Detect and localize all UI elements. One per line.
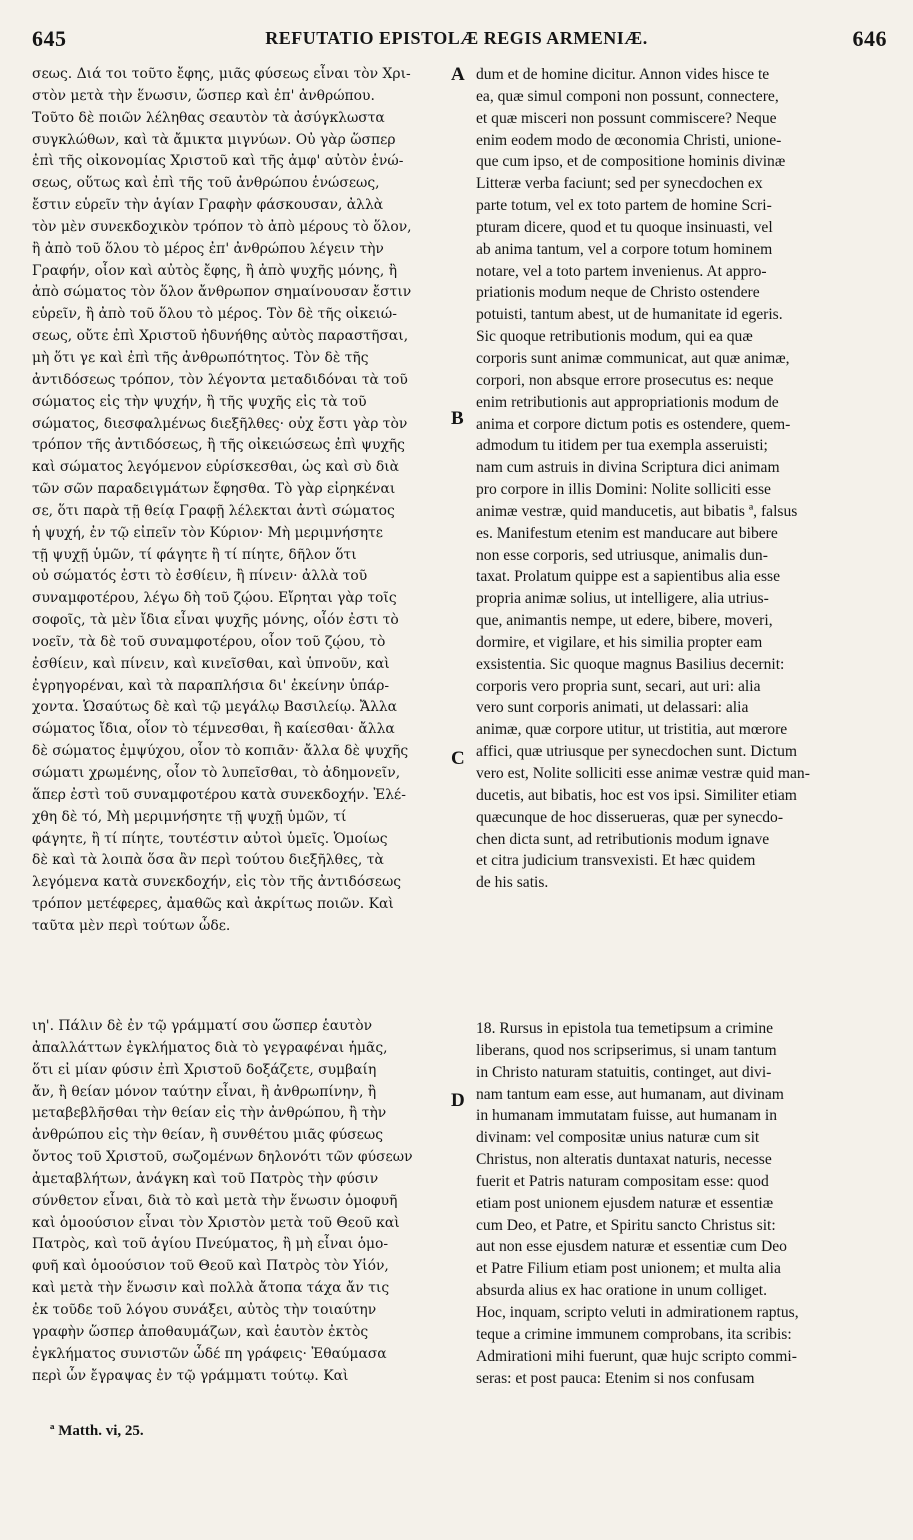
text-line: καὶ μετὰ τὴν ἕνωσιν καὶ πολλὰ ἄτοπα τάχα ἄν τις <box>32 1280 390 1297</box>
text-line: que, animantis nempe, ut edere, bibere, moveri, <box>476 612 773 630</box>
text-line: τῶν σῶν παραδειγμάτων ἔφησθα. Τὸ γὰρ εἰρηκέναι <box>32 481 396 498</box>
text-line: non esse corporis, sed utriusque, animalis dun- <box>476 546 768 564</box>
text-line: seras: et post pauca: Etenim si nos confusam <box>476 1369 755 1387</box>
running-title: REFUTATIO EPISTOLÆ REGIS ARMENIÆ. <box>265 28 648 48</box>
text-line: ἅπερ ἐστὶ τοῦ συναμφοτέρου κατὰ συνεκδοχήν. Ἐλέ- <box>32 786 406 803</box>
text-line: ἐπὶ τῆς οἰκονομίας Χριστοῦ καὶ τῆς ἀμφ' αὐτὸν ἑνώ- <box>32 153 404 170</box>
footnote: ª Matth. vi, 25. <box>50 1423 144 1439</box>
text-line: notare, vel a toto partem invenienus. At appro- <box>476 262 767 280</box>
text-line: quæcunque de hoc disserueras, quæ per synecdo- <box>476 808 784 826</box>
text-line: περὶ ὧν ἔγραψας ἐν τῷ γράμματι τούτῳ. Καὶ <box>32 1367 349 1384</box>
text-line: γραφὴν ὥσπερ ἀποθαυμάζων, καὶ ἑαυτὸν ἐκτὸς <box>32 1323 369 1340</box>
text-line: ὄντος τοῦ Χριστοῦ, σωζομένων δηλονότι τῶν φύσεων <box>32 1149 413 1166</box>
text-line: ὅτι εἰ μίαν φύσιν ἐπὶ Χριστοῦ δοξάζετε, συμβαίη <box>32 1061 377 1078</box>
text-line: fuerit et Patris naturam compositam esse: quod <box>476 1172 769 1190</box>
text-line: ab anima tantum, vel a corpore totum hominem <box>476 240 773 258</box>
text-line: καὶ ὁμοούσιον εἶναι τὸν Χριστὸν μετὰ τοῦ Θεοῦ καὶ <box>32 1214 400 1231</box>
text-line: σεως, οὔτε ἐπὶ Χριστοῦ ἠδυνήθης αὐτὸς παραστῆσαι, <box>32 328 409 345</box>
text-line: σύνθετον εἶναι, διὰ τὸ καὶ μετὰ τὴν ἕνωσιν ὁμοφυῆ <box>32 1192 398 1209</box>
text-line: enim retributionis aut appropriationis modum de <box>476 393 779 411</box>
text-line: εὑρεῖν, ἢ ἀπὸ τοῦ ὅλου τὸ μέρος. Τὸν δὲ τῆς οἰκειώ- <box>32 306 397 323</box>
text-line: es. Manifestum etenim est manducare aut bibere <box>476 524 778 542</box>
text-line: Admirationi mihi fuerunt, quæ hujc scripto commi- <box>476 1347 797 1365</box>
text-line: σεως. Διά τοι τοῦτο ἔφης, μιᾶς φύσεως εἶναι τὸν Χρι- <box>32 66 411 82</box>
text-line: divinam: vel compositæ unius naturæ cum sit <box>476 1129 760 1147</box>
page-header <box>0 14 913 54</box>
text-line: Τοῦτο δὲ ποιῶν λέληθας σεαυτὸν τὰ ἀσύγκλωστα <box>32 109 385 126</box>
margin-marker-a: A <box>451 64 465 85</box>
text-line: cum Deo, et Patre, et Spiritu sancto Christus sit: <box>476 1216 776 1234</box>
text-line: τρόπον μετέφερες, ἀμαθῶς καὶ ἀκρίτως ποιῶν. Καὶ <box>32 896 394 913</box>
latin-column-section-17 <box>476 64 868 894</box>
margin-marker-d: D <box>451 1090 465 1111</box>
text-line: et Patre Filium etiam post unionem; et multa alia <box>476 1260 781 1278</box>
text-line: ἐσθίειν, καὶ πίνειν, καὶ κινεῖσθαι, καὶ ὑπνοῦν, καὶ <box>32 655 390 672</box>
text-line: in humanam immutatam fuisse, aut humanam in <box>476 1107 777 1125</box>
text-line: parte totum, vel ex toto partem de homine Scri- <box>476 197 772 215</box>
text-line: vero est, Nolite solliciti esse animæ vestræ quid man- <box>476 765 810 782</box>
text-line: καὶ σώματος λεγόμενον εὑρίσκεσθαι, ὡς καὶ σὺ διὰ <box>32 459 400 476</box>
text-line: ἀντιδόσεως τρόπον, τὸν λέγοντα μεταδιδόναι τὰ τοῦ <box>32 371 408 388</box>
text-line: affici, quæ utriusque per synecdochen sunt. Dictum <box>476 743 798 761</box>
text-line: ἐγκλήματος συνιστῶν ὧδέ πη γράφεις· Ἐθαύμασα <box>32 1345 387 1362</box>
text-line: ducetis, aut bibatis, hoc est vos ipsi. Similiter etiam <box>476 786 797 804</box>
text-line: ιη'. Πάλιν δὲ ἐν τῷ γράμματί σου ὥσπερ ἑαυτὸν <box>32 1018 373 1034</box>
greek-column-section-18 <box>32 1016 446 1387</box>
text-line: teque a crimine immunem comprobans, ita scribis: <box>476 1325 792 1343</box>
text-line: σώματος εἰς τὴν ψυχήν, ἢ τῆς ψυχῆς εἰς τὰ τοῦ <box>32 393 367 410</box>
text-line: exsistentia. Sic quoque magnus Basilius decernit: <box>476 655 785 673</box>
greek-column-section-17 <box>32 64 446 938</box>
margin-marker-b: B <box>451 408 464 429</box>
text-line: nam cum astruis in divina Scriptura dici animam <box>476 459 780 477</box>
page-number-left: 645 <box>32 26 67 51</box>
text-line: etiam post unionem ejusdem naturæ et essentiæ <box>476 1194 774 1212</box>
text-line: ἄν, ἢ θείαν μόνον ταύτην εἶναι, ἢ ἀνθρωπίνην, ἢ <box>32 1083 377 1100</box>
text-line: aut non esse ejusdem naturæ et essentiæ cum Deo <box>476 1238 787 1256</box>
text-line: enim eodem modo de œconomia Christi, unione- <box>476 131 782 149</box>
text-line: animæ, quæ corpore utitur, ut tristitia, aut mœrore <box>476 721 788 739</box>
text-line: μεταβεβλῆσθαι τὴν θείαν εἰς τὴν ἀνθρώπου, ἢ τὴν <box>32 1105 387 1122</box>
text-line: Πατρὸς, καὶ τοῦ ἁγίου Πνεύματος, ἢ μὴ εἶναι ὁμο- <box>32 1236 389 1253</box>
text-line: ἡ ψυχή, ἐν τῷ εἰπεῖν τὸν Κύριον· Μὴ μεριμνήσητε <box>32 524 383 541</box>
margin-marker-c: C <box>451 748 465 769</box>
text-line: ἐγρηγορέναι, καὶ τὰ παραπλήσια δι' ἐκείνην ὑπάρ- <box>32 677 390 694</box>
text-line: σεως, οὕτως καὶ ἐπὶ τῆς τοῦ ἀνθρώπου ἑνώσεως, <box>32 175 380 192</box>
text-line: dum et de homine dicitur. Annon vides hisce te <box>476 66 770 83</box>
latin-column-section-18 <box>476 1018 868 1389</box>
text-line: χθη δὲ τό, Μὴ μεριμνήσητε τῇ ψυχῇ ὑμῶν, τί <box>32 808 347 825</box>
text-line: ἀμεταβλήτων, ἀνάγκη καὶ τοῦ Πατρὸς τὴν φύσιν <box>32 1170 379 1187</box>
text-line: animæ vestræ, quid manducetis, aut bibatis ª, falsus <box>476 502 798 520</box>
text-line: ἢ ἀπὸ τοῦ ὅλου τὸ μέρος ἐπ' ἀνθρώπου λέγειν τὴν <box>32 240 384 257</box>
text-line: nam tantum eam esse, aut humanam, aut divinam <box>476 1085 784 1103</box>
text-line: pturam dicere, quod et tu quoque insinuasti, vel <box>476 218 773 236</box>
text-line: συγκλώθων, καὶ τὰ ἄμικτα μιγνύων. Οὐ γὰρ ὥσπερ <box>32 131 396 148</box>
text-line: ἐκ τοῦδε τοῦ λόγου συνάξει, αὐτὸς τὴν τοιαύτην <box>32 1301 377 1318</box>
text-line: φάγητε, ἢ τί πίητε, τουτέστιν αὐτοὶ ὑμεῖς. Ὁμοίως <box>32 830 388 847</box>
text-line: absurda alius ex hac oratione in unum colliget. <box>476 1282 767 1300</box>
text-line: ἀπὸ σώματος τὸν ὅλον ἄνθρωπον σημαίνουσαν ἔστιν <box>32 284 412 301</box>
text-line: δὲ σώματος ἐμψύχου, οἷον τὸ κοπιᾶν· ἄλλα δὲ ψυχῆς <box>32 743 409 760</box>
text-line: λεγόμενα κατὰ συνεκδοχήν, εἰς τὸν τῆς ἀντιδόσεως <box>32 874 402 891</box>
text-line: ἔστιν εὑρεῖν τὴν ἁγίαν Γραφὴν φάσκουσαν, ἀλλὰ <box>32 197 384 214</box>
text-line: anima et corpore dictum potis es ostendere, quem- <box>476 415 791 433</box>
text-line: τῇ ψυχῇ ὑμῶν, τί φάγητε ἢ τί πίητε, δῆλον ὅτι <box>32 546 357 563</box>
text-line: Litteræ verba faciunt; sed per synecdochen ex <box>476 175 763 193</box>
text-line: vero sunt corporis animati, ut delassari: alia <box>476 699 749 717</box>
text-line: νοεῖν, τὰ δὲ τοῦ συναμφοτέρου, οἷον τοῦ ζῴου, τὸ <box>32 633 386 650</box>
text-line: in Christo naturam statuitis, continget, aut divi- <box>476 1063 772 1081</box>
text-line: admodum tu itidem per tua exempla asseruisti; <box>476 437 768 455</box>
text-line: corpori, non absque errore prosecutus es: neque <box>476 371 774 389</box>
text-line: οὐ σώματός ἐστι τὸ ἐσθίειν, ἢ πίνειν· ἀλλὰ τοῦ <box>32 568 368 585</box>
text-line: τρόπον τῆς ἀντιδόσεως, ἢ τῆς οἰκειώσεως ἐπὶ ψυχῆς <box>32 437 405 454</box>
text-line: Γραφήν, οἷον καὶ αὐτὸς ἔφης, ἢ ἀπὸ ψυχῆς μόνης, ἢ <box>32 262 398 279</box>
text-line: Sic quoque retributionis modum, qui ea quæ <box>476 328 753 346</box>
text-line: propria animæ solius, ut intelligere, alia utrius- <box>476 590 769 608</box>
text-line: dormire, et vigilare, et his similia propter eam <box>476 633 763 651</box>
text-line: σώματος ἴδια, οἷον τὸ τέμνεσθαι, ἢ καίεσθαι· ἄλλα <box>32 721 395 738</box>
text-line: de his satis. <box>476 874 549 892</box>
text-line: χοντα. Ὡσαύτως δὲ καὶ τῷ μεγάλῳ Βασιλείῳ. Ἄλλα <box>32 699 398 716</box>
text-line: σε, ὅτι παρὰ τῇ θείᾳ Γραφῇ λέλεκται ἀντὶ σώματος <box>32 502 395 519</box>
text-line: et citra judicium transvexisti. Et hæc quidem <box>476 852 756 870</box>
text-line: ea, quæ simul componi non possunt, connectere, <box>476 87 779 105</box>
text-line: στὸν μετὰ τὴν ἕνωσιν, ὥσπερ καὶ ἐπ' ἀνθρώπου. <box>32 87 375 104</box>
text-line: ταῦτα μὲν περὶ τούτων ὧδε. <box>32 917 231 934</box>
text-line: taxat. Prolatum quippe est a sapientibus alia esse <box>476 568 781 586</box>
text-line: συναμφοτέρου, λέγω δὴ τοῦ ζῴου. Εἴρηται γὰρ τοῖς <box>32 590 397 607</box>
text-line: ἀνθρώπου εἰς τὴν θείαν, ἢ συνθέτου μιᾶς φύσεως <box>32 1127 383 1144</box>
text-line: corporis vero propria sunt, secari, aut uri: alia <box>476 677 761 695</box>
text-line: τὸν μὲν συνεκδοχικὸν τρόπον τὸ ἀπὸ μέρους τὸ ὅλον, <box>32 218 412 235</box>
text-line: σώματι χρωμένης, οἷον τὸ λυπεῖσθαι, τὸ ἀδημονεῖν, <box>32 765 401 781</box>
text-line: priationis modum neque de Christo ostendere <box>476 284 760 302</box>
text-line: Christus, non alteratis duntaxat naturis, necesse <box>476 1151 772 1169</box>
text-line: chen dicta sunt, ad retributionis modum ignave <box>476 830 770 848</box>
text-line: φυῆ καὶ ὁμοούσιον τοῦ Θεοῦ καὶ Πατρὸς τὸν Υἱόν, <box>32 1258 389 1275</box>
text-line: pro corpore in illis Domini: Nolite solliciti esse <box>476 481 771 499</box>
text-line: ἀπαλλάττων ἐγκλήματος διὰ τὸ γεγραφέναι ἡμᾶς, <box>32 1039 388 1056</box>
text-line: δὲ καὶ τὰ λοιπὰ ὅσα ἂν περὶ τούτου διεξῆλθες, τὰ <box>32 852 384 869</box>
text-line: 18. Rursus in epistola tua temetipsum a crimine <box>476 1020 774 1037</box>
text-line: μὴ ὅτι γε καὶ ἐπὶ τῆς ἀνθρωπότητος. Τὸν δὲ τῆς <box>32 349 369 366</box>
text-line: que cum ipso, et de compositione hominis divinæ <box>476 153 786 171</box>
text-line: Hoc, inquam, scripto veluti in admirationem raptus, <box>476 1303 799 1321</box>
text-line: corporis sunt animæ communicat, aut quæ animæ, <box>476 349 790 367</box>
text-line: et quæ misceri non possunt commiscere? Neque <box>476 109 777 127</box>
page-number-right: 646 <box>852 26 887 51</box>
text-line: σοφοῖς, τὰ μὲν ἴδια εἶναι ψυχῆς μόνης, οἷόν ἐστι τὸ <box>32 612 399 629</box>
text-line: liberans, quod nos scripserimus, si unam tantum <box>476 1041 777 1059</box>
text-line: potuisti, tantum abest, ut de humanitate id egeris. <box>476 306 783 324</box>
text-line: σώματος, διεσφαλμένως διεξῆλθες· οὐχ ἔστι γὰρ τὸν <box>32 415 408 432</box>
